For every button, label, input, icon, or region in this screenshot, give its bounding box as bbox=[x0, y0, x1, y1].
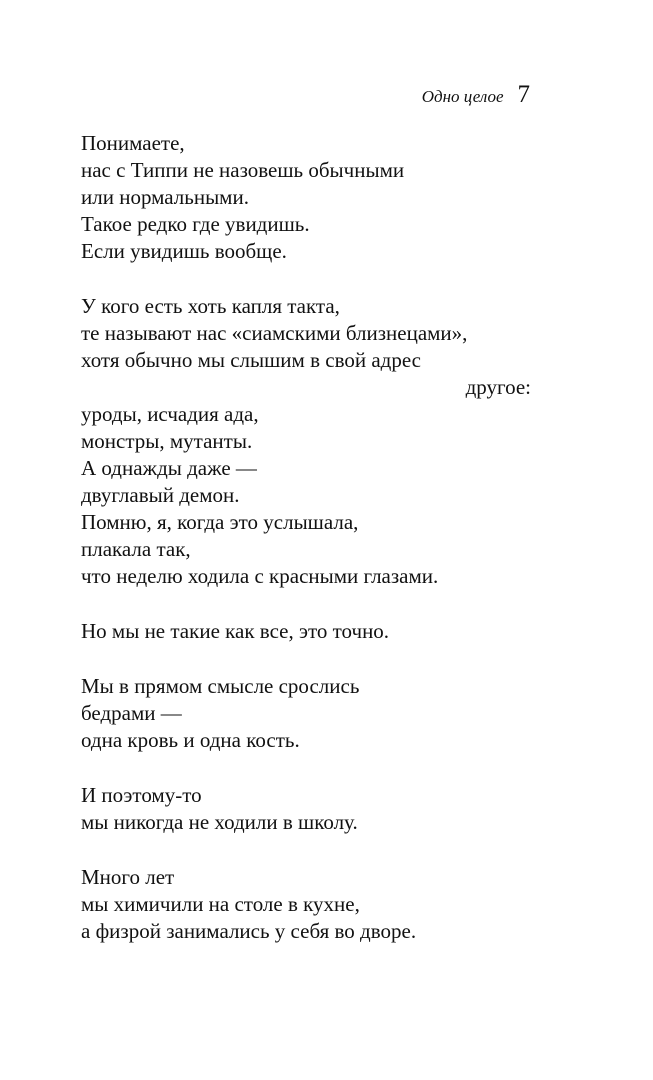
poem-line: Такое редко где увидишь. bbox=[81, 212, 310, 236]
poem-line: А однажды даже — bbox=[81, 456, 257, 480]
stanza-gap bbox=[81, 265, 531, 293]
running-header-title: Одно целое bbox=[421, 87, 504, 106]
poem-line: одна кровь и одна кость. bbox=[81, 728, 300, 752]
stanza-gap bbox=[81, 590, 531, 618]
poem-line: У кого есть хоть капля такта, bbox=[81, 294, 340, 318]
poem-line-right-aligned: другое: bbox=[465, 375, 531, 399]
poem-line: что неделю ходила с красными глазами. bbox=[81, 564, 439, 588]
stanza-gap bbox=[81, 645, 531, 673]
poem-line: Мы в прямом смысле срослись bbox=[81, 674, 360, 698]
stanza-5 bbox=[81, 782, 531, 836]
poem-line: И поэтому-то bbox=[81, 783, 202, 807]
stanza-3 bbox=[81, 618, 531, 645]
stanza-1 bbox=[81, 130, 531, 265]
poem-line: хотя обычно мы слышим в свой адрес bbox=[81, 348, 421, 372]
poem-line: Если увидишь вообще. bbox=[81, 239, 287, 263]
poem-line: двуглавый демон. bbox=[81, 483, 240, 507]
poem-line: Помню, я, когда это услышала, bbox=[81, 510, 359, 534]
poem-line: Понимаете, bbox=[81, 131, 185, 155]
poem-line: бедрами — bbox=[81, 701, 182, 725]
poem-line: уроды, исчадия ада, bbox=[81, 402, 259, 426]
poem-line: а физрой занимались у себя во дворе. bbox=[81, 919, 417, 943]
stanza-2 bbox=[81, 293, 531, 590]
poem-line: те называют нас «сиамскими близнецами», bbox=[81, 321, 468, 345]
poem-line: мы химичили на столе в кухне, bbox=[81, 892, 360, 916]
poem-line: монстры, мутанты. bbox=[81, 429, 253, 453]
stanza-4 bbox=[81, 673, 531, 754]
stanza-6 bbox=[81, 864, 531, 945]
stanza-gap bbox=[81, 754, 531, 782]
poem-line: плакала так, bbox=[81, 537, 191, 561]
poem-line: Много лет bbox=[81, 865, 175, 889]
running-header bbox=[422, 81, 530, 109]
stanza-gap bbox=[81, 836, 531, 864]
poem-line: или нормальными. bbox=[81, 185, 249, 209]
page-number: 7 bbox=[517, 81, 530, 108]
poem-line: Но мы не такие как все, это точно. bbox=[81, 619, 390, 643]
poem-line: мы никогда не ходили в школу. bbox=[81, 810, 358, 834]
poem-body bbox=[81, 130, 531, 945]
poem-line: нас с Типпи не назовешь обычными bbox=[81, 158, 405, 182]
